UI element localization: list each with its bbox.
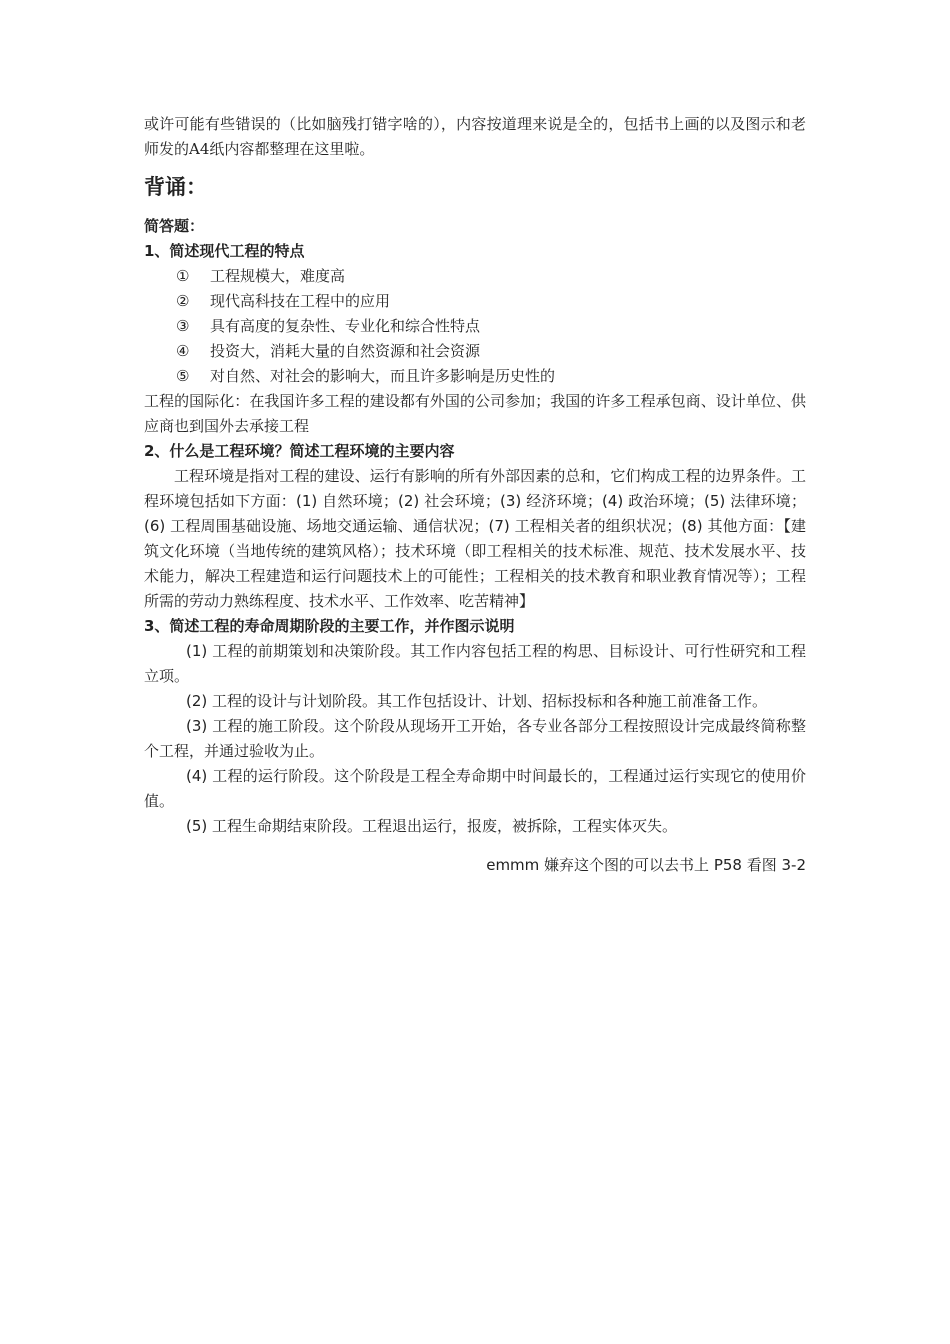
question-3-paragraph-5: (5) 工程生命期结束阶段。工程退出运行，报废，被拆除，工程实体灭失。 xyxy=(186,817,678,835)
subsection-heading-short-answer: 简答题： xyxy=(144,217,205,235)
question-3-paragraph-4: (4) 工程的运行阶段。这个阶段是工程全寿命期中时间最长的，工程通过运行实现它的使用价值。 xyxy=(144,767,806,810)
question-2-body: 工程环境是指对工程的建设、运行有影响的所有外部因素的总和，它们构成工程的边界条件。工程环境包括如下方面：(1) 自然环境；(2) 社会环境；(3) 经济环境；(4) 政治环境；(5) 法律环境；(6) 工程周围基础设施、场地交通运输、通信状况；(7) 工程相关者的组织状况；(8) 其他方面：【建筑文化环境（当地传统的建筑风格）；技术环境（即工程相关的技术标准、规范、技术发展水平、技术能力，解决工程建造和运行问题技术上的可能性；工程相关的技术教育和职业教育情况等）；工程所需的劳动力熟练程度、技术水平、工作效率、吃苦精神】 xyxy=(144,467,806,610)
question-1-list xyxy=(144,264,806,389)
question-3-paragraph-2: (2) 工程的设计与计划阶段。其工作包括设计、计划、招标投标和各种施工前准备工作。 xyxy=(186,692,768,710)
intro-paragraph: 或许可能有些错误的（比如脑残打错字啥的），内容按道理来说是全的，包括书上画的以及图示和老师发的A4纸内容都整理在这里啦。 xyxy=(144,115,806,158)
list-item xyxy=(144,314,806,339)
document-page xyxy=(144,112,806,878)
list-item-text: 具有高度的复杂性、专业化和综合性特点 xyxy=(210,317,481,335)
question-3-paragraph-1: (1) 工程的前期策划和决策阶段。其工作内容包括工程的构思、目标设计、可行性研究和工程立项。 xyxy=(144,642,806,685)
figure-reference-note: emmm 嫌弃这个图的可以去书上 P58 看图 3-2 xyxy=(486,856,806,874)
list-item-text: 现代高科技在工程中的应用 xyxy=(210,292,391,310)
list-item-number: ④ xyxy=(176,342,190,360)
question-1-title: 1、简述现代工程的特点 xyxy=(144,242,305,260)
list-item xyxy=(144,264,806,289)
question-2-title: 2、什么是工程环境？简述工程环境的主要内容 xyxy=(144,442,455,460)
question-3-title: 3、简述工程的寿命周期阶段的主要工作，并作图示说明 xyxy=(144,617,515,635)
list-item xyxy=(144,364,806,389)
question-1-note: 工程的国际化：在我国许多工程的建设都有外国的公司参加；我国的许多工程承包商、设计单位、供应商也到国外去承接工程 xyxy=(144,392,806,435)
list-item-number: ② xyxy=(176,292,190,310)
list-item-text: 对自然、对社会的影响大，而且许多影响是历史性的 xyxy=(210,367,556,385)
list-item xyxy=(144,339,806,364)
list-item-number: ① xyxy=(176,267,190,285)
question-3-paragraph-3: (3) 工程的施工阶段。这个阶段从现场开工开始，各专业各部分工程按照设计完成最终简称整个工程，并通过验收为止。 xyxy=(144,717,806,760)
section-heading-recite: 背诵： xyxy=(144,175,207,199)
list-item-text: 工程规模大，难度高 xyxy=(210,267,346,285)
list-item xyxy=(144,289,806,314)
list-item-text: 投资大，消耗大量的自然资源和社会资源 xyxy=(210,342,481,360)
list-item-number: ⑤ xyxy=(176,367,190,385)
list-item-number: ③ xyxy=(176,317,190,335)
